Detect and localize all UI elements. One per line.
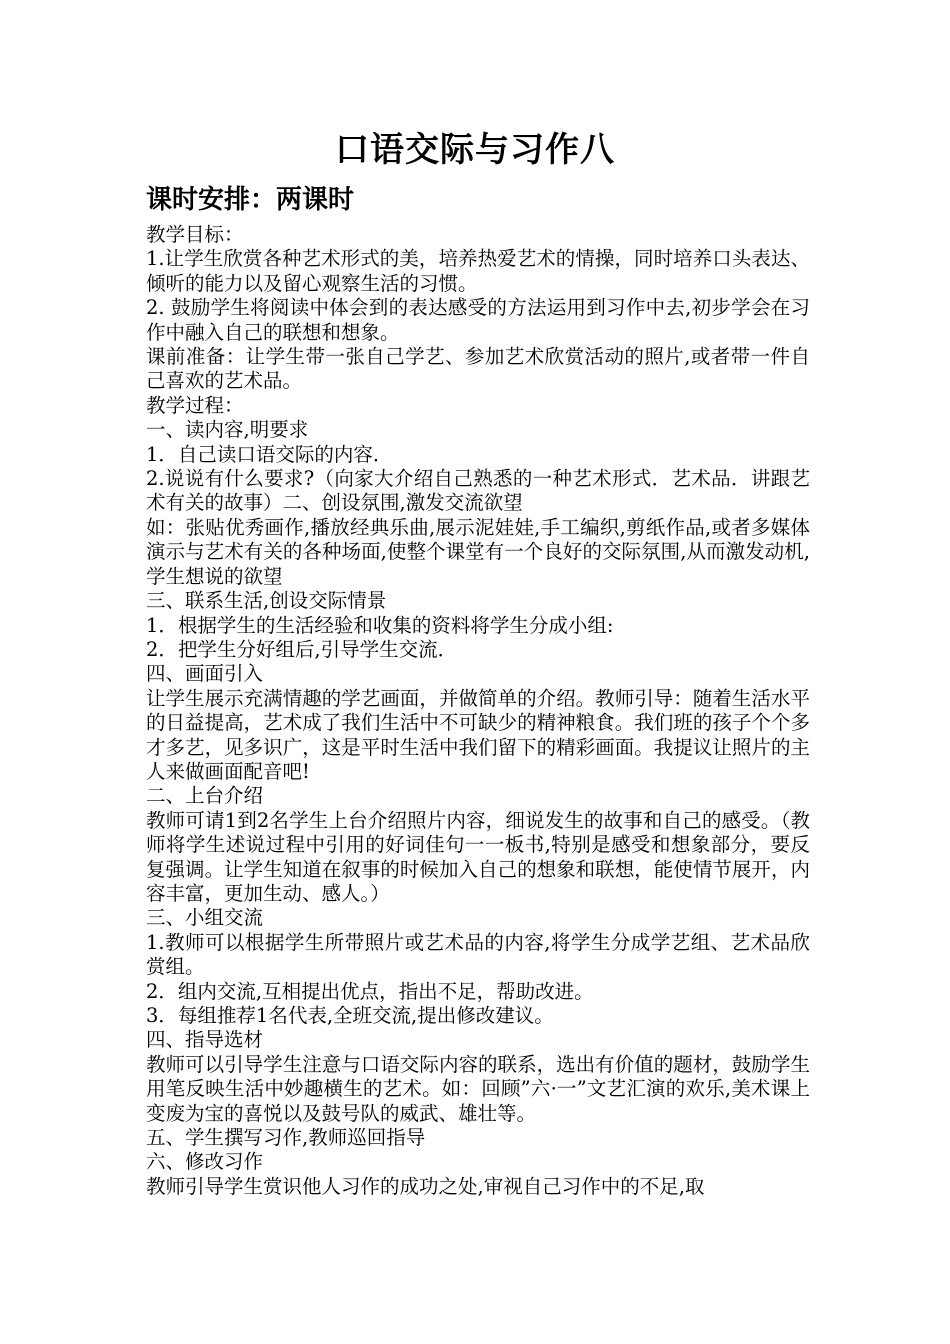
paragraph: 三、小组交流 [146, 906, 264, 930]
paragraph: 六、修改习作 [146, 1150, 264, 1174]
paragraph: 一、读内容,明要求 [146, 418, 309, 442]
schedule-heading: 课时安排：两课时 [146, 185, 355, 215]
paragraph: 课前准备：让学生带一张自己学艺、参加艺术欣赏活动的照片,或者带一件自己喜欢的艺术品。 [146, 345, 810, 393]
paragraph: 教学过程： [146, 393, 244, 417]
document-body [146, 223, 810, 1199]
paragraph: 如：张贴优秀画作,播放经典乐曲,展示泥娃娃,手工编织,剪纸作品,或者多媒体演示与艺术有关的各种场面,使整个课堂有一个良好的交际氛围,从而激发动机,学生想说的欲望 [146, 515, 810, 588]
paragraph: 2.说说有什么要求?（向家大介绍自己熟悉的一种艺术形式．艺术品．讲跟艺术有关的故事）二、创设氛围,激发交流欲望 [146, 467, 810, 515]
paragraph: 教师可以引导学生注意与口语交际内容的联系，选出有价值的题材，鼓励学生用笔反映生活中妙趣横生的艺术。如：回顾”六·一”文艺汇演的欢乐,美术课上变废为宝的喜悦以及鼓号队的威武、雄壮等。 [146, 1052, 810, 1125]
paragraph: 四、指导选材 [146, 1028, 264, 1052]
paragraph: 教师可请1到2名学生上台介绍照片内容，细说发生的故事和自己的感受。（教师将学生述说过程中引用的好词佳句一一板书,特别是感受和想象部分，要反复强调。让学生知道在叙事的时候加入自己的想象和联想，能使情节展开，内容丰富，更加生动、感人。） [146, 808, 810, 905]
paragraph: 1．自己读口语交际的内容． [146, 442, 393, 466]
paragraph: 三、联系生活,创设交际情景 [146, 589, 387, 613]
paragraph: 二、上台介绍 [146, 784, 264, 808]
paragraph: 教学目标： [146, 223, 244, 246]
paragraph: 2．组内交流,互相提出优点，指出不足，帮助改进。 [146, 979, 594, 1003]
paragraph: 1.教师可以根据学生所带照片或艺术品的内容,将学生分成学艺组、艺术品欣赏组。 [146, 930, 810, 979]
paragraph: 四、画面引入 [146, 662, 264, 686]
paragraph: 2．把学生分好组后,引导学生交流． [146, 637, 458, 661]
paragraph: 五、学生撰写习作,教师巡回指导 [146, 1126, 426, 1150]
paragraph: 1．根据学生的生活经验和收集的资料将学生分成小组: [146, 613, 614, 637]
paragraph: 3．每组推荐1名代表,全班交流,提出修改建议。 [146, 1004, 554, 1027]
paragraph: 教师引导学生赏识他人习作的成功之处,审视自己习作中的不足,取 [146, 1174, 705, 1198]
paragraph: 1.让学生欣赏各种艺术形式的美，培养热爱艺术的情操，同时培养口头表达、倾听的能力以及留心观察生活的习惯。 [146, 247, 810, 295]
document-title: 口语交际与习作八 [335, 130, 615, 170]
paragraph: 让学生展示充满情趣的学艺画面，并做简单的介绍。教师引导：随着生活水平的日益提高，艺术成了我们生活中不可缺少的精神粮食。我们班的孩子个个多才多艺，见多识广，这是平时生活中我们留下的精彩画面。我提议让照片的主人来做画面配音吧! [146, 686, 810, 783]
paragraph: 2. 鼓励学生将阅读中体会到的表达感受的方法运用到习作中去,初步学会在习作中融入自己的联想和想象。 [146, 296, 810, 344]
